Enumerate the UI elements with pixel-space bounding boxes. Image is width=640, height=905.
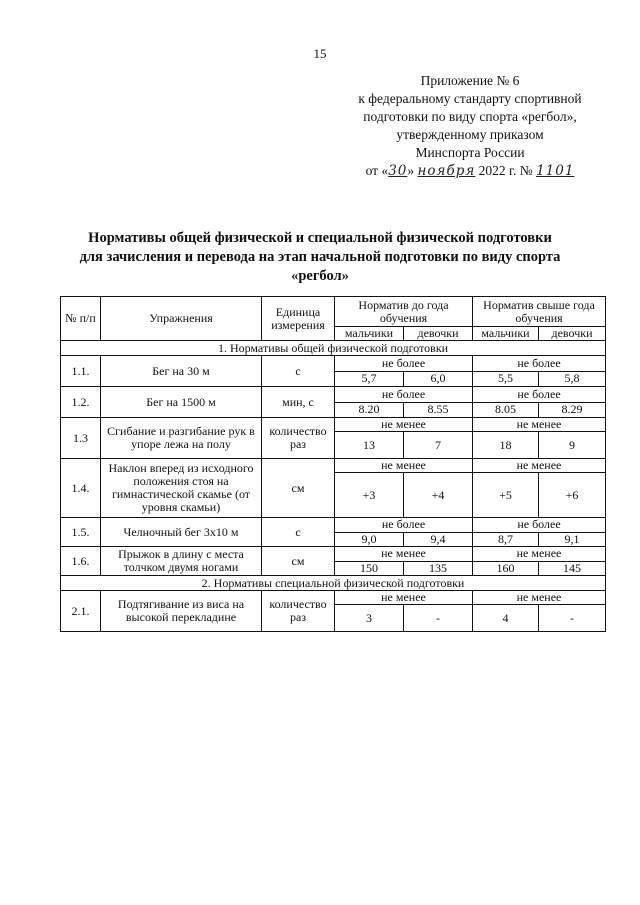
value-cell: 8,7	[473, 532, 539, 547]
row-num: 1.5.	[61, 518, 101, 547]
row-label-over-year: не менее	[473, 459, 606, 473]
row-num: 2.1.	[61, 591, 101, 632]
row-label-to-year: не менее	[335, 547, 473, 562]
title-line: для зачисления и перевода на этап начальной подготовки по виду спорта	[79, 249, 561, 265]
value-cell: +6	[539, 473, 606, 518]
header-exercise: Упражнения	[101, 297, 262, 341]
appendix-line: подготовки по виду спорта «регбол»,	[363, 109, 577, 124]
value-cell: 9,0	[335, 532, 404, 547]
row-unit: с	[262, 518, 335, 547]
handwritten-day: 30	[388, 163, 408, 179]
appendix-block	[320, 72, 620, 180]
header-girls: девочки	[404, 327, 473, 341]
row-exercise: Челночный бег 3х10 м	[101, 518, 262, 547]
page-number: 15	[313, 46, 327, 61]
row-unit: с	[262, 356, 335, 387]
row-unit: количество раз	[262, 418, 335, 459]
row-label-to-year: не более	[335, 387, 473, 403]
row-label-to-year: не менее	[335, 459, 473, 473]
table-body	[61, 341, 606, 632]
value-cell: 18	[473, 432, 539, 459]
appendix-line: Приложение № 6	[420, 73, 520, 88]
header-norm-over-year: Норматив свыше года обучения	[473, 297, 606, 327]
row-label-over-year: не менее	[473, 418, 606, 432]
value-cell: 6,0	[404, 371, 473, 387]
handwritten-order-number: 1101	[536, 163, 575, 179]
row-num: 1.6.	[61, 547, 101, 576]
header-norm-to-year: Норматив до года обучения	[335, 297, 473, 327]
value-cell: 145	[539, 561, 606, 576]
title-line: Нормативы общей физической и специальной физической подготовки	[88, 230, 552, 246]
date-prefix: от «	[365, 163, 389, 178]
row-unit: количество раз	[262, 591, 335, 632]
row-label-over-year: не более	[473, 356, 606, 372]
handwritten-month: ноября	[417, 163, 476, 179]
row-label-over-year: не менее	[473, 591, 606, 605]
section-title: 1. Нормативы общей физической подготовки	[61, 341, 606, 356]
order-date-line	[320, 162, 620, 180]
row-unit: см	[262, 547, 335, 576]
row-num: 1.2.	[61, 387, 101, 418]
value-cell: 8.55	[404, 402, 473, 418]
value-cell: 3	[335, 605, 404, 632]
row-num: 1.4.	[61, 459, 101, 518]
row-label-over-year: не более	[473, 518, 606, 533]
row-exercise: Бег на 1500 м	[101, 387, 262, 418]
row-num: 1.3	[61, 418, 101, 459]
value-cell: +4	[404, 473, 473, 518]
value-cell: +3	[335, 473, 404, 518]
value-cell: 150	[335, 561, 404, 576]
row-label-to-year: не более	[335, 356, 473, 372]
header-boys: мальчики	[335, 327, 404, 341]
value-cell: 5,5	[473, 371, 539, 387]
value-cell: 9	[539, 432, 606, 459]
row-label-to-year: не менее	[335, 591, 473, 605]
row-label-over-year: не менее	[473, 547, 606, 562]
row-label-to-year: не менее	[335, 418, 473, 432]
section-title: 2. Нормативы специальной физической подготовки	[61, 576, 606, 591]
value-cell: 160	[473, 561, 539, 576]
value-cell: 9,1	[539, 532, 606, 547]
row-exercise: Прыжок в длину с места толчком двумя ногами	[101, 547, 262, 576]
header-boys: мальчики	[473, 327, 539, 341]
row-num: 1.1.	[61, 356, 101, 387]
appendix-line: к федеральному стандарту спортивной	[358, 91, 582, 106]
value-cell: 7	[404, 432, 473, 459]
value-cell: -	[404, 605, 473, 632]
value-cell: 8.20	[335, 402, 404, 418]
row-exercise: Подтягивание из виса на высокой перекладине	[101, 591, 262, 632]
value-cell: 5,8	[539, 371, 606, 387]
row-exercise: Наклон вперед из исходного положения стоя на гимнастической скамье (от уровня скамьи)	[101, 459, 262, 518]
row-exercise: Сгибание и разгибание рук в упоре лежа на полу	[101, 418, 262, 459]
value-cell: -	[539, 605, 606, 632]
value-cell: 4	[473, 605, 539, 632]
appendix-line: Минспорта России	[415, 145, 525, 160]
appendix-line: утвержденному приказом	[396, 127, 544, 142]
value-cell: 9,4	[404, 532, 473, 547]
value-cell: 8.29	[539, 402, 606, 418]
header-num: № п/п	[61, 297, 101, 341]
value-cell: 13	[335, 432, 404, 459]
value-cell: 135	[404, 561, 473, 576]
document-title	[40, 229, 600, 286]
norms-table	[60, 296, 606, 632]
value-cell: 8.05	[473, 402, 539, 418]
row-exercise: Бег на 30 м	[101, 356, 262, 387]
row-label-over-year: не более	[473, 387, 606, 403]
value-cell: 5,7	[335, 371, 404, 387]
row-label-to-year: не более	[335, 518, 473, 533]
date-mid: »	[407, 163, 418, 178]
row-unit: см	[262, 459, 335, 518]
header-girls: девочки	[539, 327, 606, 341]
title-line: «регбол»	[291, 268, 349, 284]
value-cell: +5	[473, 473, 539, 518]
year-text: 2022 г. №	[475, 163, 537, 178]
row-unit: мин, с	[262, 387, 335, 418]
header-unit: Единица измерения	[262, 297, 335, 341]
